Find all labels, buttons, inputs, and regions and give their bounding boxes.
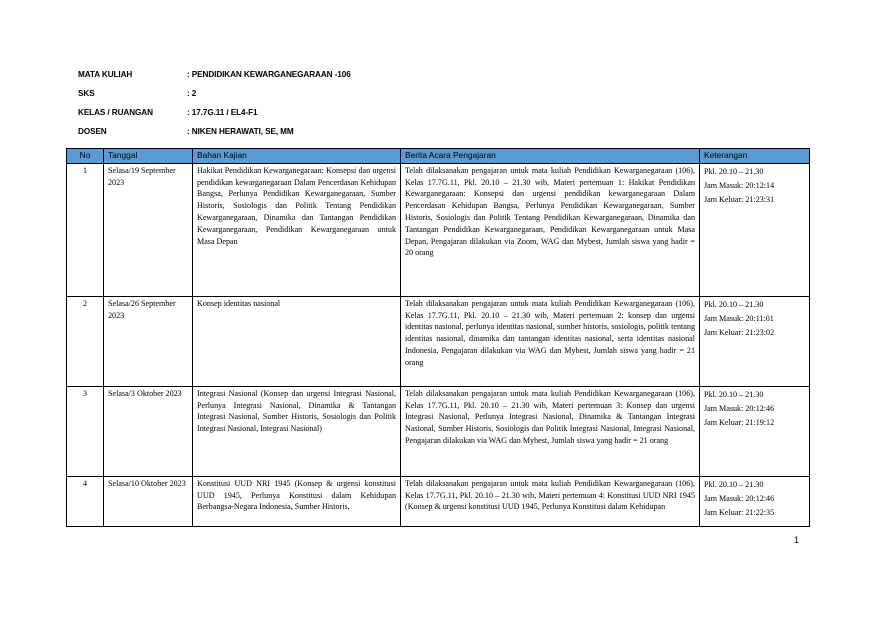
row-tanggal: Selasa/3 Oktober 2023 <box>104 386 193 476</box>
row-no: 2 <box>67 296 104 386</box>
column-header-keterangan: Keterangan <box>700 149 810 164</box>
row-berita-acara: Telah dilaksanakan pengajaran untuk mata kuliah Pendidikan Kewarganegaraan (106), Kelas 17.7G.11, Pkl. 20.10 – 21.30 wib, Materi pertemuan 3: Konsep dan urgensi Integrasi Nasional, Perlunya Integrasi Nasional, Dinamika & Tantangan Integrasi Nasional, Sumber Historis, Sosiologis dan Politik Integrasi Nasional, Integrasi Nasional, Pengajaran dilakukan via WAG dan Mybest, Jumlah siswa yang hadir = 21 orang <box>401 386 700 476</box>
row-bahan-kajian: Konsep identitas nasional <box>193 296 401 386</box>
column-header-bahan-kajian: Bahan Kajian <box>193 149 401 164</box>
table-row <box>67 386 810 476</box>
column-header-berita-acara: Berita Acara Pengajaran <box>401 149 700 164</box>
column-header-no: No <box>67 149 104 164</box>
ket-jam-masuk: Jam Masuk: 20:11:01 <box>704 313 774 323</box>
row-berita-acara <box>401 476 700 526</box>
row-no: 1 <box>67 163 104 296</box>
header-value: : 2 <box>187 89 197 98</box>
row-berita-acara-text: Telah dilaksanakan pengajaran untuk mata kuliah Pendidikan Kewarganegaraan (106), Kelas 17.7G.11, Pkl. 20.10 – 21.30 wib, Materi pertemuan 4: Konstitusi UUD NRI 1945 (Konsep & urgensi konstitusi UUD 1945, Perlunya Konstitusi dalam Kehidupan <box>405 478 695 512</box>
row-keterangan <box>700 296 810 386</box>
table-row <box>67 163 810 296</box>
row-berita-acara: Telah dilaksanakan pengajaran untuk mata kuliah Pendidikan Kewarganegaraan (106), Kelas 17.7G.11, Pkl. 20.10 – 21.30 wib, Materi pertemuan 1: Hakikat Pendidikan Kewarganegaraan: Konsepsi dan urgensi pendidikan kewarganegaraan Dalam Pencerdasan Kehidupan Bangsa, Perlunya Pendidikan Kewarganegaraan, Sumber Historis, Sosiologis dan Politik Tentang Pendidikan Kewarganegaraan, Dinamika dan Tantangan Pendidikan Kewarganegaraan, Pendidikan Kewarganegaraan untuk Masa Depan, Pengajaran dilakukan via Zoom, WAG dan Mybest, Jumlah siswa yang hadir = 20 orang <box>401 163 700 296</box>
ket-jam-keluar: Jam Keluar: 21:23:31 <box>704 194 775 204</box>
header-key: DOSEN <box>78 127 107 136</box>
header-value: : NIKEN HERAWATI, SE, MM <box>187 127 294 136</box>
table-row <box>67 476 810 526</box>
ket-waktu: Pkl. 20.10 – 21.30 <box>704 389 764 399</box>
ket-waktu: Pkl. 20.10 – 21.30 <box>704 479 764 489</box>
row-tanggal: Selasa/10 Oktober 2023 <box>104 476 193 526</box>
row-bahan-kajian: Hakikat Pendidikan Kewarganegaraan: Konsepsi dan urgensi pendidikan kewarganegaraan Dalam Pencerdasan Kehidupan Bangsa, Perlunya Pendidikan Kewarganegaraan, Sumber Historis, Sosiologis dan Politik Tentang Pendidikan Kewarganegaraan, Dinamika dan Tantangan Pendidikan Kewarganegaraan, Pendidikan Kewarganegaraan untuk Masa Depan <box>193 163 401 296</box>
row-tanggal: Selasa/26 September 2023 <box>104 296 193 386</box>
header-key: MATA KULIAH <box>78 70 133 79</box>
row-bahan-kajian: Integrasi Nasional (Konsep dan urgensi Integrasi Nasional, Perlunya Integrasi Nasional, Dinamika & Tantangan Integrasi Nasional, Sumber Historis, Sosiologis dan Politik Integrasi Nasional, Integrasi Nasional) <box>193 386 401 476</box>
header-value: : 17.7G.11 / EL4-F1 <box>187 108 258 117</box>
header-value: : PENDIDIKAN KEWARGANEGARAAN -106 <box>187 70 351 79</box>
row-keterangan <box>700 386 810 476</box>
ket-waktu: Pkl. 20.10 – 21.30 <box>704 166 764 176</box>
header-key: SKS <box>78 89 95 98</box>
ket-jam-masuk: Jam Masuk: 20:12:14 <box>704 180 775 190</box>
table-row <box>67 296 810 386</box>
row-keterangan <box>700 476 810 526</box>
row-berita-acara: Telah dilaksanakan pengajaran untuk mata kuliah Pendidikan Kewarganegaraan (106), Kelas 17.7G.11, Pkl. 20.10 – 21.30 wib, Materi pertemuan 2: konsep dan urgensi identitas nasional, perlunya identitas nasional, sumber historis, sosiologis, politik tentang identitas nasional, dinamika dan tantangan identitas nasional, serta identitas nasional Indonesia, Pengajaran dilakukan via WAG dan Mybest, Jumlah siswa yang hadir = 21 orang <box>401 296 700 386</box>
ket-jam-keluar: Jam Keluar: 21:19:12 <box>704 417 775 427</box>
row-bahan-kajian <box>193 476 401 526</box>
ket-jam-masuk: Jam Masuk: 20:12:46 <box>704 493 775 503</box>
ket-waktu: Pkl. 20.10 – 21.30 <box>704 299 764 309</box>
header-key: KELAS / RUANGAN <box>78 108 153 117</box>
column-header-tanggal: Tanggal <box>104 149 193 164</box>
ket-jam-masuk: Jam Masuk: 20:12:46 <box>704 403 775 413</box>
ket-jam-keluar: Jam Keluar: 21:22:35 <box>704 507 775 517</box>
row-tanggal: Selasa/19 September 2023 <box>104 163 193 296</box>
table-header-row <box>67 149 810 164</box>
ket-jam-keluar: Jam Keluar: 21:23:02 <box>704 327 775 337</box>
teaching-log-table <box>66 148 810 527</box>
row-bahan-kajian-text: Konstitusi UUD NRI 1945 (Konsep & urgensi konstitusi UUD 1945, Perlunya Konstitusi dalam Kehidupan Berbangsa-Negara Indonesia, Sumber Historis, <box>197 478 396 512</box>
row-no: 3 <box>67 386 104 476</box>
page-number: 1 <box>794 535 800 545</box>
row-no: 4 <box>67 476 104 526</box>
row-keterangan <box>700 163 810 296</box>
